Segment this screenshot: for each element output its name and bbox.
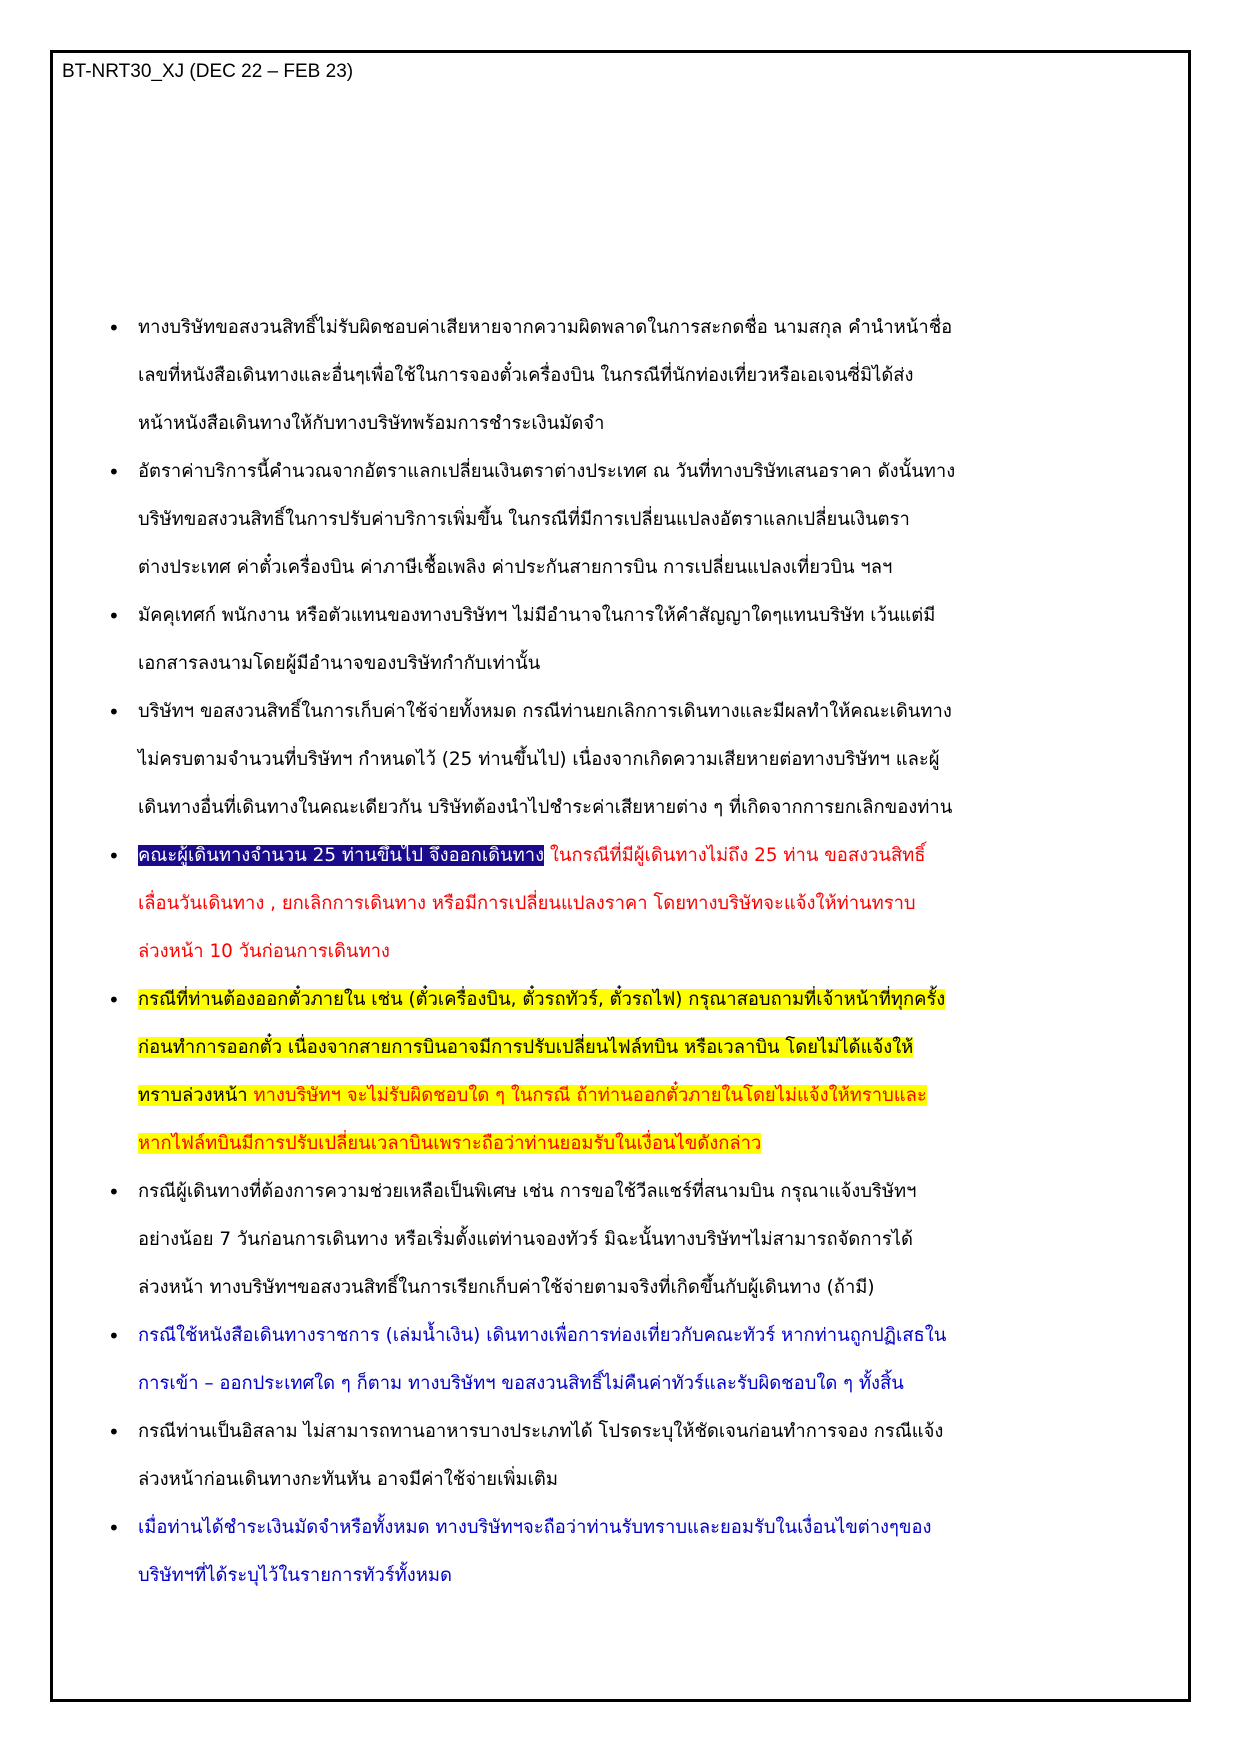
terms-list bbox=[108, 304, 1173, 1600]
term-line: หน้าหนังสือเดินทางให้กับทางบริษัทพร้อมการชำระเงินมัดจำ bbox=[138, 413, 605, 434]
term-item-deposit-acceptance bbox=[108, 1504, 1173, 1600]
bullet-icon: • bbox=[108, 1324, 120, 1348]
term-line: บริษัทฯ ขอสงวนสิทธิ์ในการเก็บค่าใช้จ่ายทั้งหมด กรณีท่านยกเลิกการเดินทางและมีผลทำให้คณะเดินทาง bbox=[138, 701, 952, 722]
term-line: เอกสารลงนามโดยผู้มีอำนาจของบริษัทกำกับเท่านั้น bbox=[138, 653, 541, 674]
highlighted-red-text: หากไฟล์ทบินมีการปรับเปลี่ยนเวลาบินเพราะถือว่าท่านยอมรับในเงื่อนไขดังกล่าว bbox=[138, 1133, 762, 1154]
term-line: เลื่อนวันเดินทาง , ยกเลิกการเดินทาง หรือมีการเปลี่ยนแปลงราคา โดยทางบริษัทจะแจ้งให้ท่านทราบ bbox=[138, 893, 916, 914]
term-line: อย่างน้อย 7 วันก่อนการเดินทาง หรือเริ่มตั้งแต่ท่านจองทัวร์ มิฉะนั้นทางบริษัทฯไม่สามารถจัดการได้ bbox=[138, 1229, 913, 1250]
highlighted-text: ทราบล่วงหน้า bbox=[138, 1085, 254, 1106]
bullet-icon: • bbox=[108, 316, 120, 340]
term-line: เดินทางอื่นที่เดินทางในคณะเดียวกัน บริษัทต้องนำไปชำระค่าเสียหายต่าง ๆ ที่เกิดจากการยกเลิกของท่าน bbox=[138, 797, 953, 818]
bullet-icon: • bbox=[108, 604, 120, 628]
bullet-icon: • bbox=[108, 460, 120, 484]
term-line: กรณีผู้เดินทางที่ต้องการความช่วยเหลือเป็นพิเศษ เช่น การขอใช้วีลแชร์ที่สนามบิน กรุณาแจ้งบริษัทฯ bbox=[138, 1181, 917, 1202]
term-item-domestic-tickets bbox=[108, 976, 1173, 1168]
term-line bbox=[138, 1024, 1173, 1072]
term-line: บริษัทขอสงวนสิทธิ์ในการปรับค่าบริการเพิ่มขึ้น ในกรณีที่มีการเปลี่ยนแปลงอัตราแลกเปลี่ยนเงินตรา bbox=[138, 509, 910, 530]
term-item-exchange-rate bbox=[108, 448, 1173, 592]
term-item-special-assistance bbox=[108, 1168, 1173, 1312]
term-line: ล่วงหน้า ทางบริษัทฯขอสงวนสิทธิ์ในการเรียกเก็บค่าใช้จ่ายตามจริงที่เกิดขึ้นกับผู้เดินทาง (ถ้ามี) bbox=[138, 1277, 875, 1298]
highlighted-text: กรณีที่ท่านต้องออกตั๋วภายใน เช่น (ตั๋วเครื่องบิน, ตั๋วรถทัวร์, ตั๋วรถไฟ) กรุณาสอบถามที่เจ้าหน้าที่ทุกครั้ง bbox=[138, 989, 946, 1010]
red-text: ในกรณีที่มีผู้เดินทางไม่ถึง 25 ท่าน ขอสงวนสิทธิ์ bbox=[544, 845, 926, 866]
term-line bbox=[138, 832, 1173, 880]
bullet-icon: • bbox=[108, 1180, 120, 1204]
term-line: กรณีใช้หนังสือเดินทางราชการ (เล่มน้ำเงิน) เดินทางเพื่อการท่องเที่ยวกับคณะทัวร์ หากท่านถูกปฏิเสธใน bbox=[138, 1325, 947, 1346]
term-line: ล่วงหน้า 10 วันก่อนการเดินทาง bbox=[138, 941, 390, 962]
term-line: ล่วงหน้าก่อนเดินทางกะทันหัน อาจมีค่าใช้จ่ายเพิ่มเติม bbox=[138, 1469, 558, 1490]
term-item-official-passport bbox=[108, 1312, 1173, 1408]
term-line bbox=[138, 1072, 1173, 1120]
term-line: มัคคุเทศก์ พนักงาน หรือตัวแทนของทางบริษัทฯ ไม่มีอำนาจในการให้คำสัญญาใดๆแทนบริษัท เว้นแต่มี bbox=[138, 605, 936, 626]
bullet-icon: • bbox=[108, 844, 120, 868]
term-line bbox=[138, 1120, 1173, 1168]
term-item-liability-name-spelling bbox=[108, 304, 1173, 448]
term-line: ไม่ครบตามจำนวนที่บริษัทฯ กำหนดไว้ (25 ท่านขึ้นไป) เนื่องจากเกิดความเสียหายต่อทางบริษัทฯ และผู้ bbox=[138, 749, 940, 770]
term-line: กรณีท่านเป็นอิสลาม ไม่สามารถทานอาหารบางประเภทได้ โปรดระบุให้ชัดเจนก่อนทำการจอง กรณีแจ้ง bbox=[138, 1421, 944, 1442]
bullet-icon: • bbox=[108, 700, 120, 724]
term-line: ทางบริษัทขอสงวนสิทธิ์ไม่รับผิดชอบค่าเสียหายจากความผิดพลาดในการสะกดชื่อ นามสกุล คำนำหน้าชื่อ bbox=[138, 317, 953, 338]
highlighted-text: ก่อนทำการออกตั๋ว เนื่องจากสายการบินอาจมีการปรับเปลี่ยนไฟล์ทบิน หรือเวลาบิน โดยไม่ได้แจ้งให้ bbox=[138, 1037, 914, 1058]
term-line: ต่างประเทศ ค่าตั๋วเครื่องบิน ค่าภาษีเชื้อเพลิง ค่าประกันสายการบิน การเปลี่ยนแปลงเที่ยวบิน ฯลฯ bbox=[138, 557, 893, 578]
highlighted-red-text: ทางบริษัทฯ จะไม่รับผิดชอบใด ๆ ในกรณี ถ้าท่านออกตั๋วภายในโดยไม่แจ้งให้ทราบและ bbox=[253, 1085, 927, 1106]
term-line: อัตราค่าบริการนี้คำนวณจากอัตราแลกเปลี่ยนเงินตราต่างประเทศ ณ วันที่ทางบริษัทเสนอราคา ดังนั้นทาง bbox=[138, 461, 956, 482]
term-line bbox=[138, 976, 1173, 1024]
bullet-icon: • bbox=[108, 1420, 120, 1444]
term-item-cancellation-charges bbox=[108, 688, 1173, 832]
term-item-minimum-group-size bbox=[108, 832, 1173, 976]
term-line: เมื่อท่านได้ชำระเงินมัดจำหรือทั้งหมด ทางบริษัทฯจะถือว่าท่านรับทราบและยอมรับในเงื่อนไขต่างๆของ bbox=[138, 1517, 932, 1538]
bullet-icon: • bbox=[108, 1516, 120, 1540]
term-item-guide-authority bbox=[108, 592, 1173, 688]
term-line: การเข้า – ออกประเทศใด ๆ ก็ตาม ทางบริษัทฯ ขอสงวนสิทธิ์ไม่คืนค่าทัวร์และรับผิดชอบใด ๆ ทั้งสิ้น bbox=[138, 1373, 904, 1394]
highlight-min-group: คณะผู้เดินทางจำนวน 25 ท่านขึ้นไป จึงออกเดินทาง bbox=[138, 845, 545, 866]
bullet-icon: • bbox=[108, 988, 120, 1012]
term-line: เลขที่หนังสือเดินทางและอื่นๆเพื่อใช้ในการจองตั๋วเครื่องบิน ในกรณีที่นักท่องเที่ยวหรือเอเจนซี่มิได้ส่ง bbox=[138, 365, 914, 386]
term-line: บริษัทฯที่ได้ระบุไว้ในรายการทัวร์ทั้งหมด bbox=[138, 1565, 452, 1586]
document-code: BT-NRT30_XJ (DEC 22 – FEB 23) bbox=[62, 61, 354, 82]
term-item-muslim-meals bbox=[108, 1408, 1173, 1504]
